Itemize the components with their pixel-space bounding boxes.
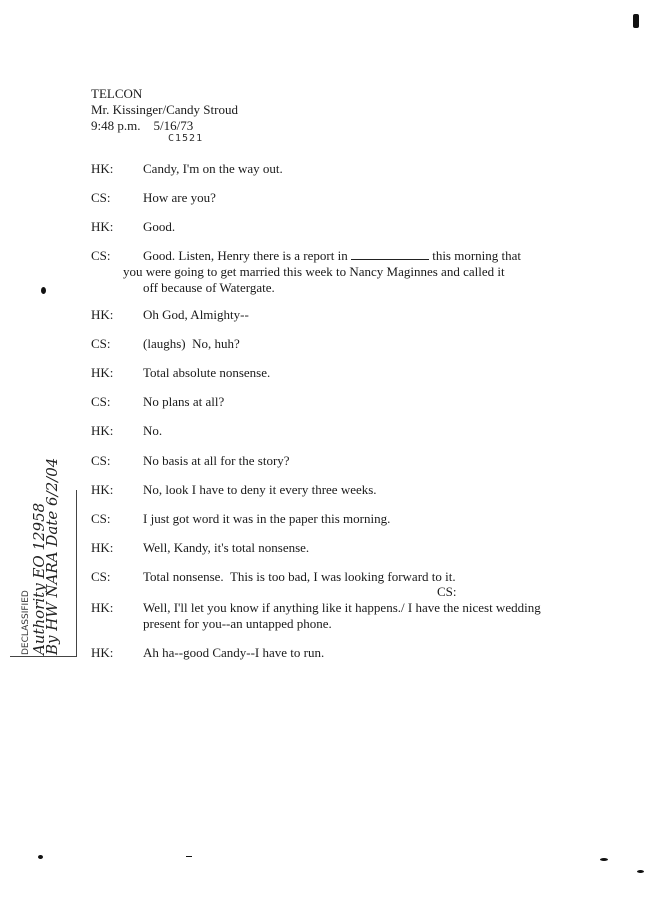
utterance-continued: present for you--an untapped phone.	[143, 616, 332, 631]
speaker-label: HK:	[91, 219, 114, 234]
participants: Mr. Kissinger/Candy Stroud	[91, 102, 238, 117]
utterance: No basis at all for the story?	[143, 453, 290, 468]
speaker-label: HK:	[91, 423, 114, 438]
ink-speck	[600, 858, 608, 861]
utterance: No, look I have to deny it every three weeks.	[143, 482, 377, 497]
ink-speck	[186, 856, 192, 857]
speaker-label: HK:	[91, 365, 114, 380]
utterance: Total nonsense. This is too bad, I was looking forward to it.	[143, 569, 456, 584]
utterance: Total absolute nonsense.	[143, 365, 271, 380]
blank-line	[351, 248, 429, 260]
utterance-continued: off because of Watergate.	[143, 280, 275, 295]
handwritten-reference: C1521	[168, 133, 204, 144]
speaker-label: HK:	[91, 161, 114, 176]
inserted-speaker-label: CS:	[437, 584, 457, 599]
declassification-stamp	[20, 458, 59, 655]
utterance	[143, 248, 521, 264]
speaker-label: HK:	[91, 600, 114, 615]
utterance: No.	[143, 423, 163, 438]
speaker-label: HK:	[91, 645, 114, 660]
speaker-label: CS:	[91, 248, 111, 263]
speaker-label: CS:	[91, 190, 111, 205]
speaker-label: CS:	[91, 394, 111, 409]
utterance-continued: you were going to get married this week to Nancy Maginnes and called it	[123, 264, 505, 279]
utterance: How are you?	[143, 190, 216, 205]
utterance-part: Good. Listen, Henry there is a report in	[143, 248, 348, 263]
speaker-label: HK:	[91, 482, 114, 497]
speaker-label: CS:	[91, 336, 111, 351]
utterance: Oh God, Almighty--	[143, 307, 249, 322]
utterance: I just got word it was in the paper this morning.	[143, 511, 391, 526]
utterance: Well, I'll let you know if anything like it happens./ I have the nicest wedding	[143, 600, 541, 615]
punch-mark	[633, 14, 639, 28]
ink-speck	[637, 870, 644, 873]
utterance-part: this morning that	[432, 248, 522, 263]
stamp-line: DECLASSIFIED	[21, 590, 31, 655]
utterance: No plans at all?	[143, 394, 225, 409]
ink-speck	[41, 287, 46, 294]
utterance: (laughs) No, huh?	[143, 336, 240, 351]
ink-speck	[38, 855, 43, 859]
utterance: Candy, I'm on the way out.	[143, 161, 283, 176]
stamp-line: By HW NARA Date 6/2/04	[43, 457, 61, 655]
utterance: Good.	[143, 219, 176, 234]
stamp-line: Authority EO 12958	[30, 502, 48, 655]
telcon-label: TELCON	[91, 86, 143, 101]
speaker-label: HK:	[91, 540, 114, 555]
speaker-label: CS:	[91, 569, 111, 584]
speaker-label: HK:	[91, 307, 114, 322]
speaker-label: CS:	[91, 453, 111, 468]
time-date: 9:48 p.m. 5/16/73	[91, 118, 194, 133]
speaker-label: CS:	[91, 511, 111, 526]
utterance: Ah ha--good Candy--I have to run.	[143, 645, 325, 660]
utterance: Well, Kandy, it's total nonsense.	[143, 540, 310, 555]
